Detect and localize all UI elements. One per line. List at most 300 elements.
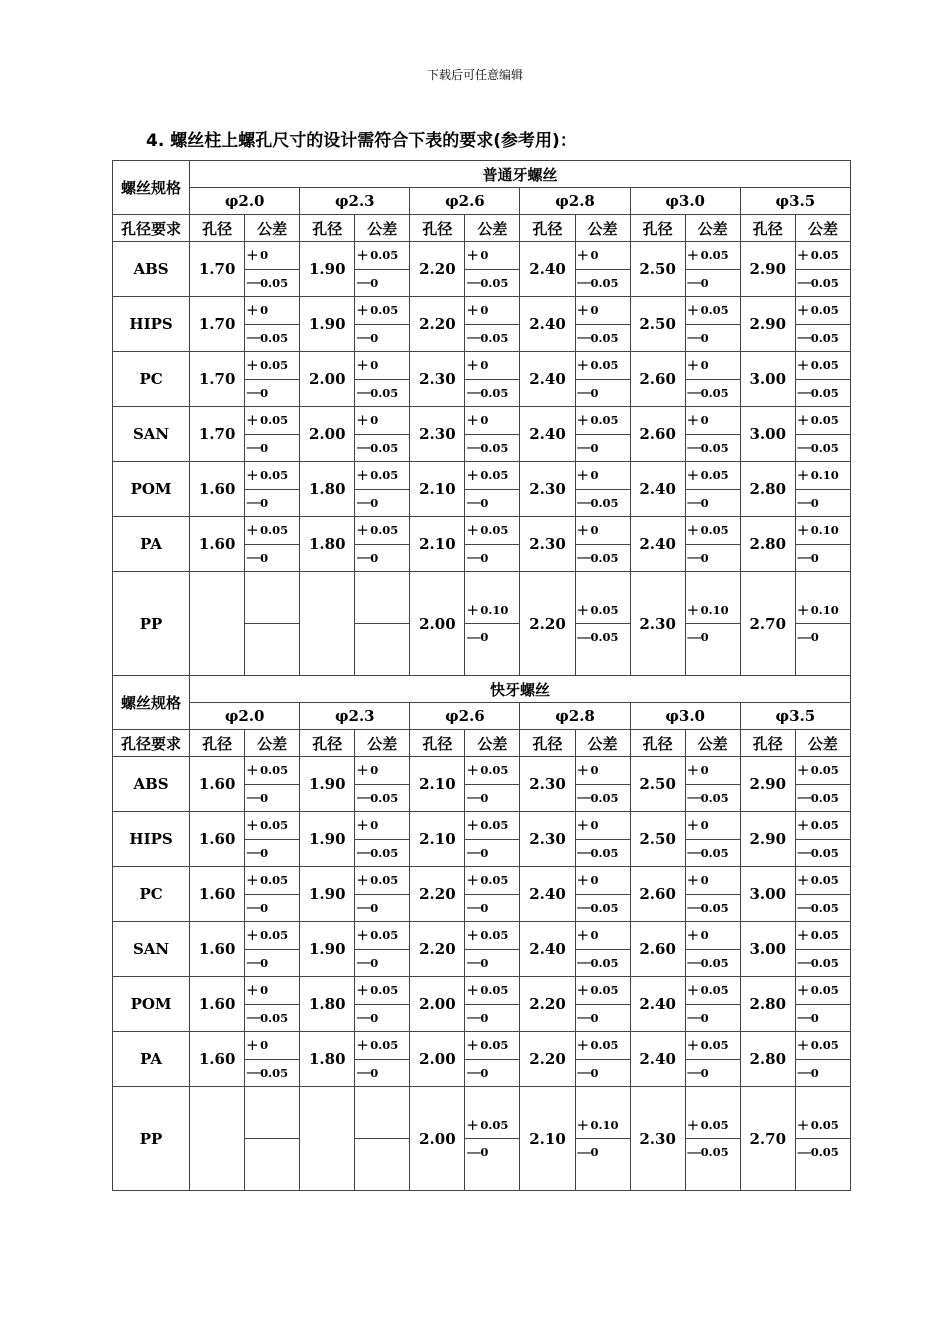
tolerance-box <box>796 572 850 675</box>
minus-sign: — <box>686 788 702 807</box>
tolerance-box <box>245 407 299 461</box>
plus-sign: + <box>356 355 369 374</box>
tolerance-lower-value: 0.05 <box>590 790 619 805</box>
hole-value: 2.50 <box>630 812 685 867</box>
tolerance-lower-value: 0.05 <box>810 385 839 400</box>
tolerance-lower <box>355 545 409 572</box>
tolerance-spacer <box>576 1087 630 1112</box>
tolerance-lower-value: 0 <box>370 330 379 345</box>
tolerance-upper-value: 0.05 <box>700 523 729 538</box>
tolerance-box <box>576 757 630 811</box>
tolerance-upper-value: 0.05 <box>480 523 509 538</box>
tolerance-cell <box>465 297 520 352</box>
minus-sign: — <box>796 548 812 567</box>
size-header: φ2.3 <box>300 188 410 215</box>
tolerance-upper <box>796 867 850 895</box>
tolerance-upper <box>686 462 740 490</box>
tolerance-lower-value: 0.05 <box>810 845 839 860</box>
size-header: φ2.3 <box>300 703 410 730</box>
tolerance-cell <box>355 407 410 462</box>
tolerance-upper-value: 0 <box>590 928 599 943</box>
minus-sign: — <box>356 328 372 347</box>
tolerance-lower-value: 0 <box>260 845 269 860</box>
minus-sign: — <box>686 493 702 512</box>
tolerance-box <box>796 867 850 921</box>
minus-sign: — <box>686 1063 702 1082</box>
tolerance-lower <box>355 895 409 922</box>
hole-value: 1.80 <box>300 977 355 1032</box>
minus-sign: — <box>356 548 372 567</box>
tolerance-cell <box>795 922 850 977</box>
plus-sign: + <box>796 410 810 429</box>
tolerance-upper <box>355 297 409 325</box>
tolerance-lower <box>796 1060 850 1087</box>
minus-sign: — <box>246 383 262 402</box>
tolerance-box <box>576 462 630 516</box>
minus-sign: — <box>356 953 372 972</box>
tolerance-upper <box>465 812 519 840</box>
hole-value: 1.70 <box>190 352 245 407</box>
tolerance-cell <box>795 812 850 867</box>
section-title-row <box>113 676 851 703</box>
hole-value: 2.30 <box>410 407 465 462</box>
plus-sign: + <box>686 1115 700 1134</box>
tolerance-empty <box>245 572 300 676</box>
tolerance-lower <box>686 490 740 517</box>
tolerance-lower-value: 0 <box>370 275 379 290</box>
plus-sign: + <box>356 410 369 429</box>
tolerance-upper <box>465 597 519 624</box>
tolerance-box <box>796 407 850 461</box>
tolerance-upper-value: 0.05 <box>480 983 509 998</box>
tolerance-cell <box>465 867 520 922</box>
tolerance-upper <box>465 977 519 1005</box>
tolerance-lower-value: 0 <box>370 1010 379 1025</box>
tolerance-box <box>796 462 850 516</box>
plus-sign: + <box>356 520 369 539</box>
tolerance-lower <box>355 1060 409 1087</box>
hole-value: 2.30 <box>630 1087 685 1191</box>
tolerance-box <box>465 922 519 976</box>
tolerance-cell <box>245 407 300 462</box>
minus-sign: — <box>356 788 372 807</box>
plus-sign: + <box>466 520 479 539</box>
tolerance-upper <box>576 1032 630 1060</box>
plus-sign: + <box>246 815 259 834</box>
plus-sign: + <box>356 465 369 484</box>
hole-value: 3.00 <box>740 352 795 407</box>
tolerance-lower <box>465 380 519 407</box>
tolerance-cell <box>465 462 520 517</box>
hole-value: 2.40 <box>630 1032 685 1087</box>
tolerance-upper-value: 0.05 <box>700 1118 729 1132</box>
tolerance-lower-value: 0 <box>260 900 269 915</box>
tolerance-upper-value: 0.05 <box>260 523 289 538</box>
minus-sign: — <box>466 1142 482 1161</box>
tolerance-lower-value: 0 <box>480 1065 489 1080</box>
tolerance-upper-value: 0.05 <box>810 928 839 943</box>
material-row <box>113 352 851 407</box>
material-name: PA <box>113 1032 190 1087</box>
hole-value: 1.60 <box>190 462 245 517</box>
tolerance-lower <box>465 545 519 572</box>
plus-sign: + <box>796 245 810 264</box>
minus-sign: — <box>246 898 262 917</box>
tolerance-box <box>576 297 630 351</box>
tolerance-upper-value: 0.05 <box>700 468 729 483</box>
plus-sign: + <box>686 980 700 999</box>
tolerance-upper <box>796 297 850 325</box>
tolerance-upper <box>686 977 740 1005</box>
hole-value: 2.40 <box>520 407 575 462</box>
tolerance-box <box>245 1032 299 1086</box>
tolerance-upper-value: 0 <box>370 413 379 428</box>
tolerance-cell <box>355 462 410 517</box>
tolerance-lower-value: 0.05 <box>700 1145 729 1159</box>
tolerance-box <box>355 1087 409 1190</box>
tolerance-cell <box>245 242 300 297</box>
tolerance-lower-value: 0.05 <box>810 275 839 290</box>
tolerance-box <box>686 352 740 406</box>
tolerance-box <box>686 297 740 351</box>
tolerance-upper-value: 0 <box>590 818 599 833</box>
tolerance-lower <box>355 950 409 977</box>
tolerance-box <box>465 977 519 1031</box>
hole-value: 2.40 <box>630 517 685 572</box>
tolerance-box <box>245 462 299 516</box>
tolerance-upper-value: 0 <box>700 413 709 428</box>
tolerance-empty <box>355 1087 410 1191</box>
hole-value: 2.00 <box>410 977 465 1032</box>
plus-sign: + <box>686 245 700 264</box>
tolerance-upper-value: 0.05 <box>370 303 399 318</box>
tolerance-upper <box>576 407 630 435</box>
tolerance-cell <box>685 517 740 572</box>
tolerance-upper-value: 0 <box>370 763 379 778</box>
tolerance-upper-value: 0 <box>590 523 599 538</box>
tolerance-lower <box>465 435 519 462</box>
tolerance-cell <box>355 352 410 407</box>
tolerance-upper-value: 0.05 <box>480 873 509 888</box>
tolerance-lower-value: 0.05 <box>590 900 619 915</box>
tolerance-upper <box>796 1032 850 1060</box>
minus-sign: — <box>466 1063 482 1082</box>
tolerance-cell <box>355 922 410 977</box>
tolerance-lower-value: 0 <box>810 630 819 644</box>
tolerance-lower-value: 0 <box>590 385 599 400</box>
tolerance-lower-value: 0.05 <box>590 630 619 644</box>
tolerance-header: 公差 <box>465 730 520 757</box>
hole-value: 2.10 <box>410 812 465 867</box>
plus-sign: + <box>246 520 259 539</box>
tolerance-empty-lower <box>355 1139 409 1190</box>
tolerance-upper-value: 0.05 <box>480 1118 509 1132</box>
tolerance-lower-value: 0.05 <box>260 330 289 345</box>
minus-sign: — <box>686 438 702 457</box>
tolerance-upper <box>796 757 850 785</box>
tolerance-upper-value: 0.05 <box>370 873 399 888</box>
plus-sign: + <box>576 520 590 539</box>
tolerance-cell <box>685 352 740 407</box>
tolerance-header: 公差 <box>795 215 850 242</box>
tolerance-upper <box>245 867 299 895</box>
hole-value: 1.60 <box>190 977 245 1032</box>
tolerance-header: 公差 <box>245 730 300 757</box>
hole-value: 2.40 <box>520 922 575 977</box>
hole-value: 2.30 <box>520 517 575 572</box>
tolerance-empty <box>355 572 410 676</box>
hole-value: 2.80 <box>740 1032 795 1087</box>
tolerance-box <box>245 977 299 1031</box>
tolerance-lower-value: 0.05 <box>810 900 839 915</box>
hole-header: 孔径 <box>190 730 245 757</box>
tolerance-lower <box>245 785 299 812</box>
plus-sign: + <box>466 925 479 944</box>
plus-sign: + <box>246 245 259 264</box>
tolerance-lower-value: 0 <box>700 1010 709 1025</box>
tolerance-spacer <box>796 1165 850 1190</box>
tolerance-spacer <box>686 572 740 597</box>
tolerance-cell <box>465 977 520 1032</box>
tolerance-lower-value: 0 <box>590 440 599 455</box>
tolerance-box <box>576 407 630 461</box>
tolerance-upper <box>245 517 299 545</box>
tolerance-lower-value: 0.05 <box>700 790 729 805</box>
tolerance-upper <box>796 407 850 435</box>
hole-value: 2.20 <box>410 242 465 297</box>
tolerance-lower <box>576 895 630 922</box>
size-header-row <box>113 188 851 215</box>
tolerance-empty <box>245 1087 300 1191</box>
hole-header: 孔径 <box>630 215 685 242</box>
tolerance-box <box>576 1032 630 1086</box>
tolerance-upper <box>686 1112 740 1139</box>
tolerance-cell <box>355 977 410 1032</box>
minus-sign: — <box>466 1008 482 1027</box>
minus-sign: — <box>356 493 372 512</box>
minus-sign: — <box>246 953 262 972</box>
minus-sign: — <box>686 953 702 972</box>
material-row <box>113 1087 851 1191</box>
tolerance-box <box>355 297 409 351</box>
hole-value: 2.20 <box>410 297 465 352</box>
hole-value: 1.60 <box>190 757 245 812</box>
tolerance-lower <box>686 545 740 572</box>
tolerance-upper-value: 0 <box>700 928 709 943</box>
tolerance-lower-value: 0.05 <box>810 440 839 455</box>
tolerance-box <box>686 922 740 976</box>
tolerance-upper-value: 0 <box>590 303 599 318</box>
tolerance-upper-value: 0.05 <box>370 1038 399 1053</box>
tolerance-upper <box>576 597 630 624</box>
tolerance-upper-value: 0.05 <box>590 983 619 998</box>
tolerance-upper-value: 0 <box>260 303 269 318</box>
size-header: φ2.8 <box>520 188 630 215</box>
hole-value: 2.60 <box>630 407 685 462</box>
minus-sign: — <box>466 438 482 457</box>
tolerance-upper-value: 0 <box>700 818 709 833</box>
hole-value: 1.90 <box>300 297 355 352</box>
tolerance-upper-value: 0 <box>260 248 269 263</box>
tolerance-upper-value: 0.10 <box>810 468 839 483</box>
spec-table-body <box>113 161 851 1191</box>
tolerance-upper <box>245 922 299 950</box>
tolerance-upper <box>686 757 740 785</box>
material-name: ABS <box>113 757 190 812</box>
tolerance-cell <box>685 1087 740 1191</box>
hole-value: 1.90 <box>300 922 355 977</box>
tolerance-cell <box>465 812 520 867</box>
hole-value: 2.90 <box>740 812 795 867</box>
tolerance-cell <box>245 462 300 517</box>
tolerance-box <box>245 572 299 675</box>
plus-sign: + <box>246 760 259 779</box>
tolerance-lower-value: 0.05 <box>370 790 399 805</box>
material-row <box>113 1032 851 1087</box>
tolerance-upper <box>355 517 409 545</box>
tolerance-spacer <box>465 1165 519 1190</box>
tolerance-cell <box>685 812 740 867</box>
tolerance-lower <box>686 785 740 812</box>
tolerance-upper-value: 0 <box>700 763 709 778</box>
tolerance-lower-value: 0.05 <box>700 955 729 970</box>
plus-sign: + <box>686 815 700 834</box>
hole-value: 2.30 <box>630 572 685 676</box>
tolerance-cell <box>575 572 630 676</box>
tolerance-box <box>796 977 850 1031</box>
section-title: 快牙螺丝 <box>190 676 851 703</box>
tolerance-upper <box>465 922 519 950</box>
hole-value: 2.90 <box>740 242 795 297</box>
tolerance-cell <box>795 352 850 407</box>
tolerance-lower <box>245 1060 299 1087</box>
tolerance-box <box>355 977 409 1031</box>
tolerance-upper-value: 0 <box>260 983 269 998</box>
tolerance-upper-value: 0 <box>700 358 709 373</box>
tolerance-lower-value: 0 <box>480 630 489 644</box>
tolerance-upper <box>686 352 740 380</box>
tolerance-empty-upper <box>355 1087 409 1139</box>
hole-value: 2.30 <box>410 352 465 407</box>
tolerance-spacer <box>796 1087 850 1112</box>
tolerance-upper <box>576 297 630 325</box>
tolerance-cell <box>355 757 410 812</box>
tolerance-cell <box>465 407 520 462</box>
tolerance-lower-value: 0 <box>700 550 709 565</box>
tolerance-cell <box>355 812 410 867</box>
tolerance-empty-upper <box>245 572 299 624</box>
tolerance-box <box>576 922 630 976</box>
tolerance-upper <box>796 597 850 624</box>
minus-sign: — <box>466 328 482 347</box>
tolerance-upper <box>355 867 409 895</box>
hole-value: 2.70 <box>740 572 795 676</box>
tolerance-upper-value: 0.05 <box>700 303 729 318</box>
tolerance-upper <box>245 1032 299 1060</box>
tolerance-lower <box>686 325 740 352</box>
tolerance-upper-value: 0 <box>480 358 489 373</box>
hole-value: 2.00 <box>300 352 355 407</box>
hole-value-empty <box>190 572 245 676</box>
minus-sign: — <box>576 1008 592 1027</box>
material-name: HIPS <box>113 297 190 352</box>
tolerance-spacer <box>465 1087 519 1112</box>
minus-sign: — <box>796 328 812 347</box>
minus-sign: — <box>686 548 702 567</box>
tolerance-lower <box>245 1005 299 1032</box>
tolerance-box <box>355 517 409 571</box>
hole-value: 2.00 <box>300 407 355 462</box>
minus-sign: — <box>356 273 372 292</box>
hole-value: 3.00 <box>740 867 795 922</box>
tolerance-box <box>465 572 519 675</box>
tolerance-upper <box>355 352 409 380</box>
hole-value: 2.30 <box>520 462 575 517</box>
tolerance-lower <box>465 270 519 297</box>
hole-header: 孔径 <box>300 215 355 242</box>
tolerance-upper <box>465 297 519 325</box>
tolerance-cell <box>245 297 300 352</box>
tolerance-box <box>355 242 409 296</box>
plus-sign: + <box>246 980 259 999</box>
hole-value: 2.40 <box>630 977 685 1032</box>
tolerance-box <box>465 867 519 921</box>
column-header-row <box>113 215 851 242</box>
tolerance-lower-value: 0.05 <box>480 330 509 345</box>
minus-sign: — <box>796 898 812 917</box>
minus-sign: — <box>686 1008 702 1027</box>
tolerance-box <box>686 517 740 571</box>
tolerance-header: 公差 <box>245 215 300 242</box>
hole-value-empty <box>300 1087 355 1191</box>
minus-sign: — <box>576 1142 592 1161</box>
tolerance-cell <box>465 572 520 676</box>
tolerance-cell <box>795 517 850 572</box>
tolerance-cell <box>685 242 740 297</box>
tolerance-cell <box>465 242 520 297</box>
tolerance-upper <box>355 242 409 270</box>
plus-sign: + <box>466 355 479 374</box>
tolerance-header: 公差 <box>575 730 630 757</box>
tolerance-box <box>576 1087 630 1190</box>
material-row <box>113 407 851 462</box>
tolerance-upper-value: 0 <box>590 873 599 888</box>
material-name: PA <box>113 517 190 572</box>
tolerance-cell <box>795 407 850 462</box>
tolerance-lower <box>796 840 850 867</box>
tolerance-lower-value: 0 <box>260 495 269 510</box>
tolerance-upper <box>355 462 409 490</box>
tolerance-lower <box>686 1139 740 1165</box>
tolerance-spacer <box>576 572 630 597</box>
hole-header: 孔径 <box>740 730 795 757</box>
tolerance-box <box>245 812 299 866</box>
tolerance-upper <box>355 977 409 1005</box>
tolerance-box <box>576 352 630 406</box>
tolerance-box <box>576 812 630 866</box>
tolerance-box <box>796 812 850 866</box>
tolerance-cell <box>795 1087 850 1191</box>
material-row <box>113 867 851 922</box>
minus-sign: — <box>686 328 702 347</box>
tolerance-spacer <box>796 650 850 675</box>
tolerance-lower <box>245 950 299 977</box>
tolerance-empty-lower <box>355 624 409 675</box>
tolerance-box <box>355 922 409 976</box>
plus-sign: + <box>356 870 369 889</box>
tolerance-cell <box>575 242 630 297</box>
tolerance-lower <box>355 490 409 517</box>
